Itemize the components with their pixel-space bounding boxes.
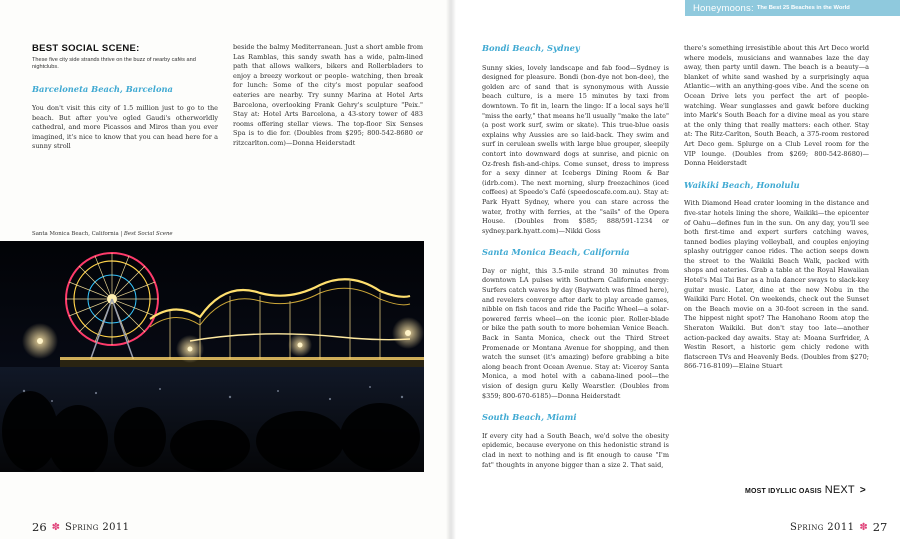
right-season: Spring 2011	[790, 521, 855, 533]
flower-icon: ✽	[51, 521, 61, 533]
next-article-link[interactable]	[745, 484, 866, 496]
bondi-text: Sunny skies, lovely landscape and fab food—Sydney is designed for pleasure. Bondi (bon-dye not bon-dee), the golden arc of sand that is synonymous with Aussie beach culture, is a mere 15 minutes by taxi from downtown. To fit in, learn the lingo: If a local says he'll "miss the early," that means he'll usually "make the late" (a post work surf, swim or skate). This true-blue oasis explains why Aussies are so laid-back. They swim and surf in cerulean swells with large blue grouper, sleepily contort into downward dogs at sunrise, and picnic on Oz-fresh fish-and-chips. Come sunset, dress to impress for a sexy dinner at Icebergs Dining Room & Bar (idrb.com). The next morning, slurp freezachinos (iced coffees) at Speedo's Café (speedoscafe.com.au). Stay at: Park Hyatt Sydney, where you can stare across the water, frothy with ferries, at the "sails" of the Opera House. (Doubles from $585; 888/591-1234 or sydney.park.hyatt.com)—Nikki Goss	[482, 63, 669, 235]
header-brand: Honeymoons:	[693, 2, 754, 14]
barceloneta-text-b: beside the balmy Mediterranean. Just a short amble from Las Ramblas, this sandy swath has a wide, palm-lined path that allows walkers, bikers and Rollerbladers to enjoy a breezy workout or people- watching, then break for lunch: Some of the city's most popular seafood eateries are nearby. Try sunny Marina at Hotel Arts Barcelona, overlooking Frank Gehry's sculpture "Peix." Stay at: Hotel Arts Barcelona, a 43-story tower of 483 rooms offering stellar views. The top-floor Six Senses Spa is to die for. (Doubles from $295; 800-542-8680 or ritzcarlton.com)—Donna Heiderstadt	[233, 43, 423, 147]
barceloneta-text-a: You don't visit this city of 1.5 million just to go to the beach. But after you've ogled Gaudi's otherworldly cathedral, and more Picassos and Miros than you ever imagined, it's nice to know that you can head here for a sunny stroll	[32, 104, 218, 151]
left-column-1	[32, 44, 218, 152]
santa-monica-text: Day or night, this 3.5-mile strand 30 minutes from downtown LA pulses with Southern California energy: Surfers catch waves by day (Baywatch was filmed here), and revelers converge after dark to play arcade games, nibble on fish tacos and ride the Pacific Wheel—a solar-powered ferris wheel—on the iconic pier. Roller-blade or bike the path south to more bohemian Venice Beach. Back in Santa Monica, check out the Third Street Promenade or Montana Avenue for shopping, and then watch the sunset (it's amazing) before grabbing a bite along beach front Ocean Avenue. Stay at: Viceroy Santa Monica, a mod hotel with a cabana-lined pool—the vision of design guru Kelly Wearstler. (Doubles from $359; 800-670-6185)—Donna Heiderstadt	[482, 266, 669, 400]
left-folio	[32, 520, 129, 534]
caption-category: Best Social Scene	[123, 231, 173, 237]
south-beach-text: If every city had a South Beach, we'd solve the obesity epidemic, because everyone on this hedonistic strand is clad in next to nothing and is fit enough to cause "I'm fat" thoughts in anyone bigger than a size 2. That said,	[482, 431, 669, 469]
next-label: NEXT	[824, 484, 855, 496]
pier-night-illustration	[0, 241, 424, 472]
left-column-2	[233, 43, 423, 149]
right-column-2	[684, 44, 869, 372]
section-intro: These five city side strands thrive on the buzz of nearby cafés and nightclubs.	[32, 56, 196, 70]
photo-caption	[32, 231, 173, 237]
left-page-number: 26	[32, 520, 47, 534]
south-beach-text-continued: there's something irresistible about this Art Deco world where models, musicians and wannabes laze the day away, then party until dawn. The beach is a beauty—a blanket of white sand washed by a surprisingly aqua Atlantic—with an anything-goes vibe. And the scene on Ocean Drive lets you perfect the art of people-watching. Wear sunglasses and gawk before ducking into Mark's South Beach for a divine meal as you stare at the only thing that really matters: each other. Stay at: The Ritz-Carlton, South Beach, a 375-room restored Art Deco gem. Splurge on a Club Level room for the VIP lounge. (Doubles from $269; 800-542-8680)—Donna Heiderstadt	[684, 44, 869, 168]
next-topic: MOST IDYLLIC OASIS	[745, 488, 822, 495]
santa-monica-pier-photo	[0, 241, 424, 472]
right-page-number: 27	[872, 520, 888, 534]
caption-location: Santa Monica Beach, California |	[32, 231, 124, 237]
waikiki-heading: Waikiki Beach, Honolulu	[684, 179, 800, 190]
right-folio	[790, 520, 887, 534]
right-column-1	[482, 44, 669, 470]
header-subtitle: The Best 25 Beaches in the World	[756, 5, 850, 11]
left-season: Spring 2011	[65, 521, 130, 533]
header-bar	[685, 0, 900, 16]
barceloneta-heading: Barceloneta Beach, Barcelona	[32, 84, 173, 95]
section-title: BEST SOCIAL SCENE:	[32, 43, 140, 54]
bondi-heading: Bondi Beach, Sydney	[482, 43, 580, 53]
page-gutter	[446, 0, 456, 539]
south-beach-heading: South Beach, Miami	[482, 412, 577, 423]
waikiki-text: With Diamond Head crater looming in the distance and five-star hotels lining the shore, Waikiki—the epicenter of Oahu—defines fun in the sun. On any day, you'll see both first-time and expert surfers catching waves, tanned bodies playing volleyball, and couples enjoying splashy outrigger canoe rides. The action seeps down the street to the Waikiki Beach Walk, packed with shops and eateries. Grab a table at the Royal Hawaiian Hotel's Mai Tai Bar as a hula dancer sways to slack-key guitar music. Later, dine at the new Nobu in the Waikiki Parc Hotel. On weekends, check out the Sunset on the Beach movie on a 30-foot screen in the sand. The hippest night spot? The Hanohano Room atop the Sheraton Waikiki. But don't stay too late—another action-packed day awaits. Stay at: Moana Surfrider, A Westin Resort, a historic gem chicly redone with flatscreen TVs and Heavenly Beds. (Doubles from $270; 866-716-8109)—Elaine Stuart	[684, 199, 869, 371]
chevron-right-icon: >	[859, 485, 866, 496]
santa-monica-heading: Santa Monica Beach, California	[482, 247, 630, 258]
flower-icon: ✽	[859, 521, 868, 533]
